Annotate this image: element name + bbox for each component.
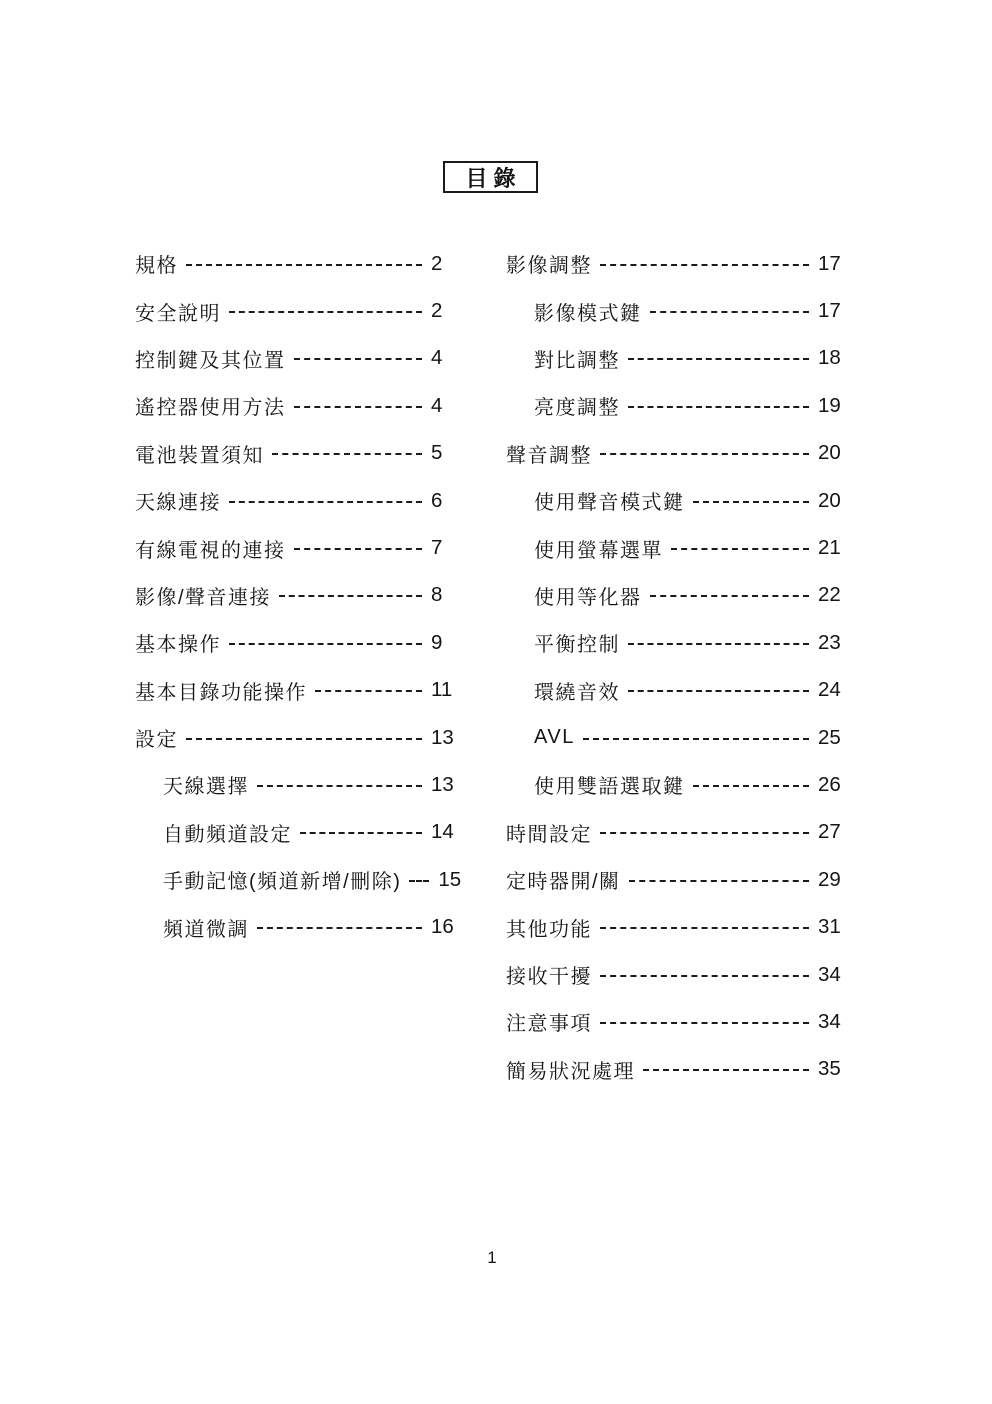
toc-leader-dashes [186, 738, 422, 740]
toc-entry-label: 使用雙語選取鍵 [534, 776, 685, 799]
toc-entry [135, 240, 467, 287]
toc-leader-dashes [650, 595, 810, 597]
toc-entry-label: 基本操作 [135, 634, 221, 657]
toc-entry-page: 35 [818, 1057, 841, 1081]
toc-column-left [135, 240, 467, 951]
toc-entry-label: 接收干擾 [506, 966, 592, 989]
toc-leader-dashes [643, 1069, 809, 1071]
toc-entry [135, 287, 467, 334]
toc-entry [506, 998, 854, 1045]
toc-entry [135, 430, 467, 477]
toc-leader-dashes [600, 832, 809, 834]
toc-leader-dashes [257, 927, 422, 929]
toc-leader-dashes [628, 406, 809, 408]
toc-entry [506, 524, 854, 571]
toc-entry-page: 17 [818, 299, 841, 323]
toc-entry-label: 定時器開/關 [506, 871, 621, 894]
toc-entry-page: 13 [431, 725, 454, 749]
toc-entry [506, 903, 854, 950]
toc-entry-page: 4 [431, 393, 443, 417]
toc-entry-label: 使用聲音模式鍵 [534, 492, 685, 515]
toc-entry [506, 335, 854, 382]
toc-entry [506, 240, 854, 287]
toc-entry [506, 761, 854, 808]
toc-entry-page: 7 [431, 536, 443, 560]
toc-leader-dashes [300, 832, 422, 834]
toc-leader-dashes [693, 785, 810, 787]
toc-entry-page: 2 [431, 251, 443, 275]
toc-entry [135, 382, 467, 429]
toc-entry-page: 26 [818, 772, 841, 796]
toc-leader-dashes [600, 453, 809, 455]
toc-entry-label: 聲音調整 [506, 444, 592, 467]
toc-entry-label: 規格 [135, 255, 178, 278]
toc-entry-label: 簡易狀況處理 [506, 1060, 635, 1083]
toc-leader-dashes [693, 501, 810, 503]
toc-leader-dashes [294, 548, 423, 550]
toc-leader-dashes [315, 690, 422, 692]
toc-entry-page: 17 [818, 251, 841, 275]
toc-entry-page: 6 [431, 488, 443, 512]
toc-entry-page: 4 [431, 346, 443, 370]
toc-leader-dashes [257, 785, 422, 787]
toc-leader-dashes [600, 1022, 809, 1024]
toc-entry-label: 注意事項 [506, 1013, 592, 1036]
toc-entry [135, 619, 467, 666]
toc-leader-dashes [272, 453, 422, 455]
toc-leader-dashes [186, 264, 422, 266]
toc-entry [135, 903, 467, 950]
toc-entry-page: 18 [818, 346, 841, 370]
toc-title: 目錄 [465, 165, 522, 191]
toc-entry [506, 430, 854, 477]
toc-entry [135, 572, 467, 619]
toc-entry-label: 影像模式鍵 [534, 302, 642, 325]
toc-entry-label: 電池裝置須知 [135, 444, 264, 467]
toc-entry [506, 809, 854, 856]
toc-entry-page: 11 [431, 678, 453, 702]
toc-entry [135, 524, 467, 571]
toc-entry-page: 13 [431, 772, 454, 796]
toc-entry-label: 手動記憶(頻道新增/刪除) [163, 871, 402, 894]
toc-entry [135, 761, 467, 808]
toc-entry-page: 27 [818, 820, 841, 844]
toc-leader-dashes [600, 975, 809, 977]
toc-entry [135, 667, 467, 714]
toc-entry [135, 714, 467, 761]
toc-entry-label: 亮度調整 [534, 397, 620, 420]
toc-entry-page: 2 [431, 299, 443, 323]
toc-entry [506, 667, 854, 714]
toc-entry [506, 477, 854, 524]
toc-entry-label: 遙控器使用方法 [135, 397, 286, 420]
toc-entry-label: 自動頻道設定 [163, 823, 292, 846]
toc-entry-page: 24 [818, 678, 841, 702]
toc-entry-label: 使用等化器 [534, 586, 642, 609]
toc-entry-page: 22 [818, 583, 841, 607]
toc-entry-page: 8 [431, 583, 443, 607]
toc-leader-dashes [671, 548, 809, 550]
toc-entry [506, 287, 854, 334]
toc-entry [506, 714, 854, 761]
toc-leader-dashes [294, 358, 423, 360]
toc-entry-page: 19 [818, 393, 841, 417]
toc-entry-label: 設定 [135, 729, 178, 752]
toc-entry [135, 809, 467, 856]
toc-leader-dashes [229, 643, 422, 645]
toc-leader-dashes [600, 264, 809, 266]
toc-entry-label: 有線電視的連接 [135, 539, 286, 562]
toc-leader-dashes [629, 880, 809, 882]
toc-entry-label: 對比調整 [534, 349, 620, 372]
toc-leader-dashes [279, 595, 422, 597]
toc-entry-label: 天線連接 [135, 492, 221, 515]
toc-entry-page: 25 [818, 725, 841, 749]
toc-entry-label: AVL [534, 726, 575, 749]
toc-entry-page: 5 [431, 441, 443, 465]
toc-entry-page: 21 [818, 536, 841, 560]
toc-entry-label: 影像調整 [506, 255, 592, 278]
toc-entry [506, 619, 854, 666]
toc-entry-page: 29 [818, 867, 841, 891]
toc-entry-page: 20 [818, 488, 841, 512]
toc-entry-label: 控制鍵及其位置 [135, 349, 286, 372]
toc-entry [506, 382, 854, 429]
toc-column-right [506, 240, 854, 1093]
toc-leader-dashes [650, 311, 810, 313]
toc-entry-label: 使用螢幕選單 [534, 539, 663, 562]
toc-entry-label: 環繞音效 [534, 681, 620, 704]
toc-leader-dashes [628, 690, 809, 692]
toc-entry-page: 34 [818, 962, 841, 986]
toc-entry [506, 572, 854, 619]
toc-entry-label: 其他功能 [506, 918, 592, 941]
toc-entry [506, 1046, 854, 1093]
toc-entry-label: 天線選擇 [163, 776, 249, 799]
toc-entry-label: 時間設定 [506, 823, 592, 846]
toc-entry [135, 335, 467, 382]
toc-entry-page: 15 [438, 867, 462, 891]
toc-entry-page: 16 [431, 915, 454, 939]
toc-entry-page: 9 [431, 630, 443, 654]
toc-entry-page: 14 [431, 820, 454, 844]
toc-leader-dashes [409, 880, 429, 882]
toc-entry [506, 951, 854, 998]
toc-leader-dashes [600, 927, 809, 929]
toc-entry [135, 856, 467, 903]
toc-entry-label: 安全說明 [135, 302, 221, 325]
toc-leader-dashes [229, 501, 422, 503]
toc-entry-page: 34 [818, 1009, 841, 1033]
toc-leader-dashes [229, 311, 422, 313]
toc-entry-label: 頻道微調 [163, 918, 249, 941]
toc-leader-dashes [628, 358, 809, 360]
toc-title-box [443, 161, 538, 193]
toc-leader-dashes [628, 643, 809, 645]
toc-entry-page: 20 [818, 441, 841, 465]
footer-page-number: 1 [487, 1248, 497, 1267]
toc-entry-page: 23 [818, 630, 841, 654]
toc-entry [135, 477, 467, 524]
toc-leader-dashes [583, 738, 809, 740]
toc-entry [506, 856, 854, 903]
toc-entry-page: 31 [818, 915, 841, 939]
toc-entry-label: 影像/聲音連接 [135, 586, 272, 609]
toc-entry-label: 平衡控制 [534, 634, 620, 657]
toc-leader-dashes [294, 406, 423, 408]
toc-entry-label: 基本目錄功能操作 [135, 681, 307, 704]
